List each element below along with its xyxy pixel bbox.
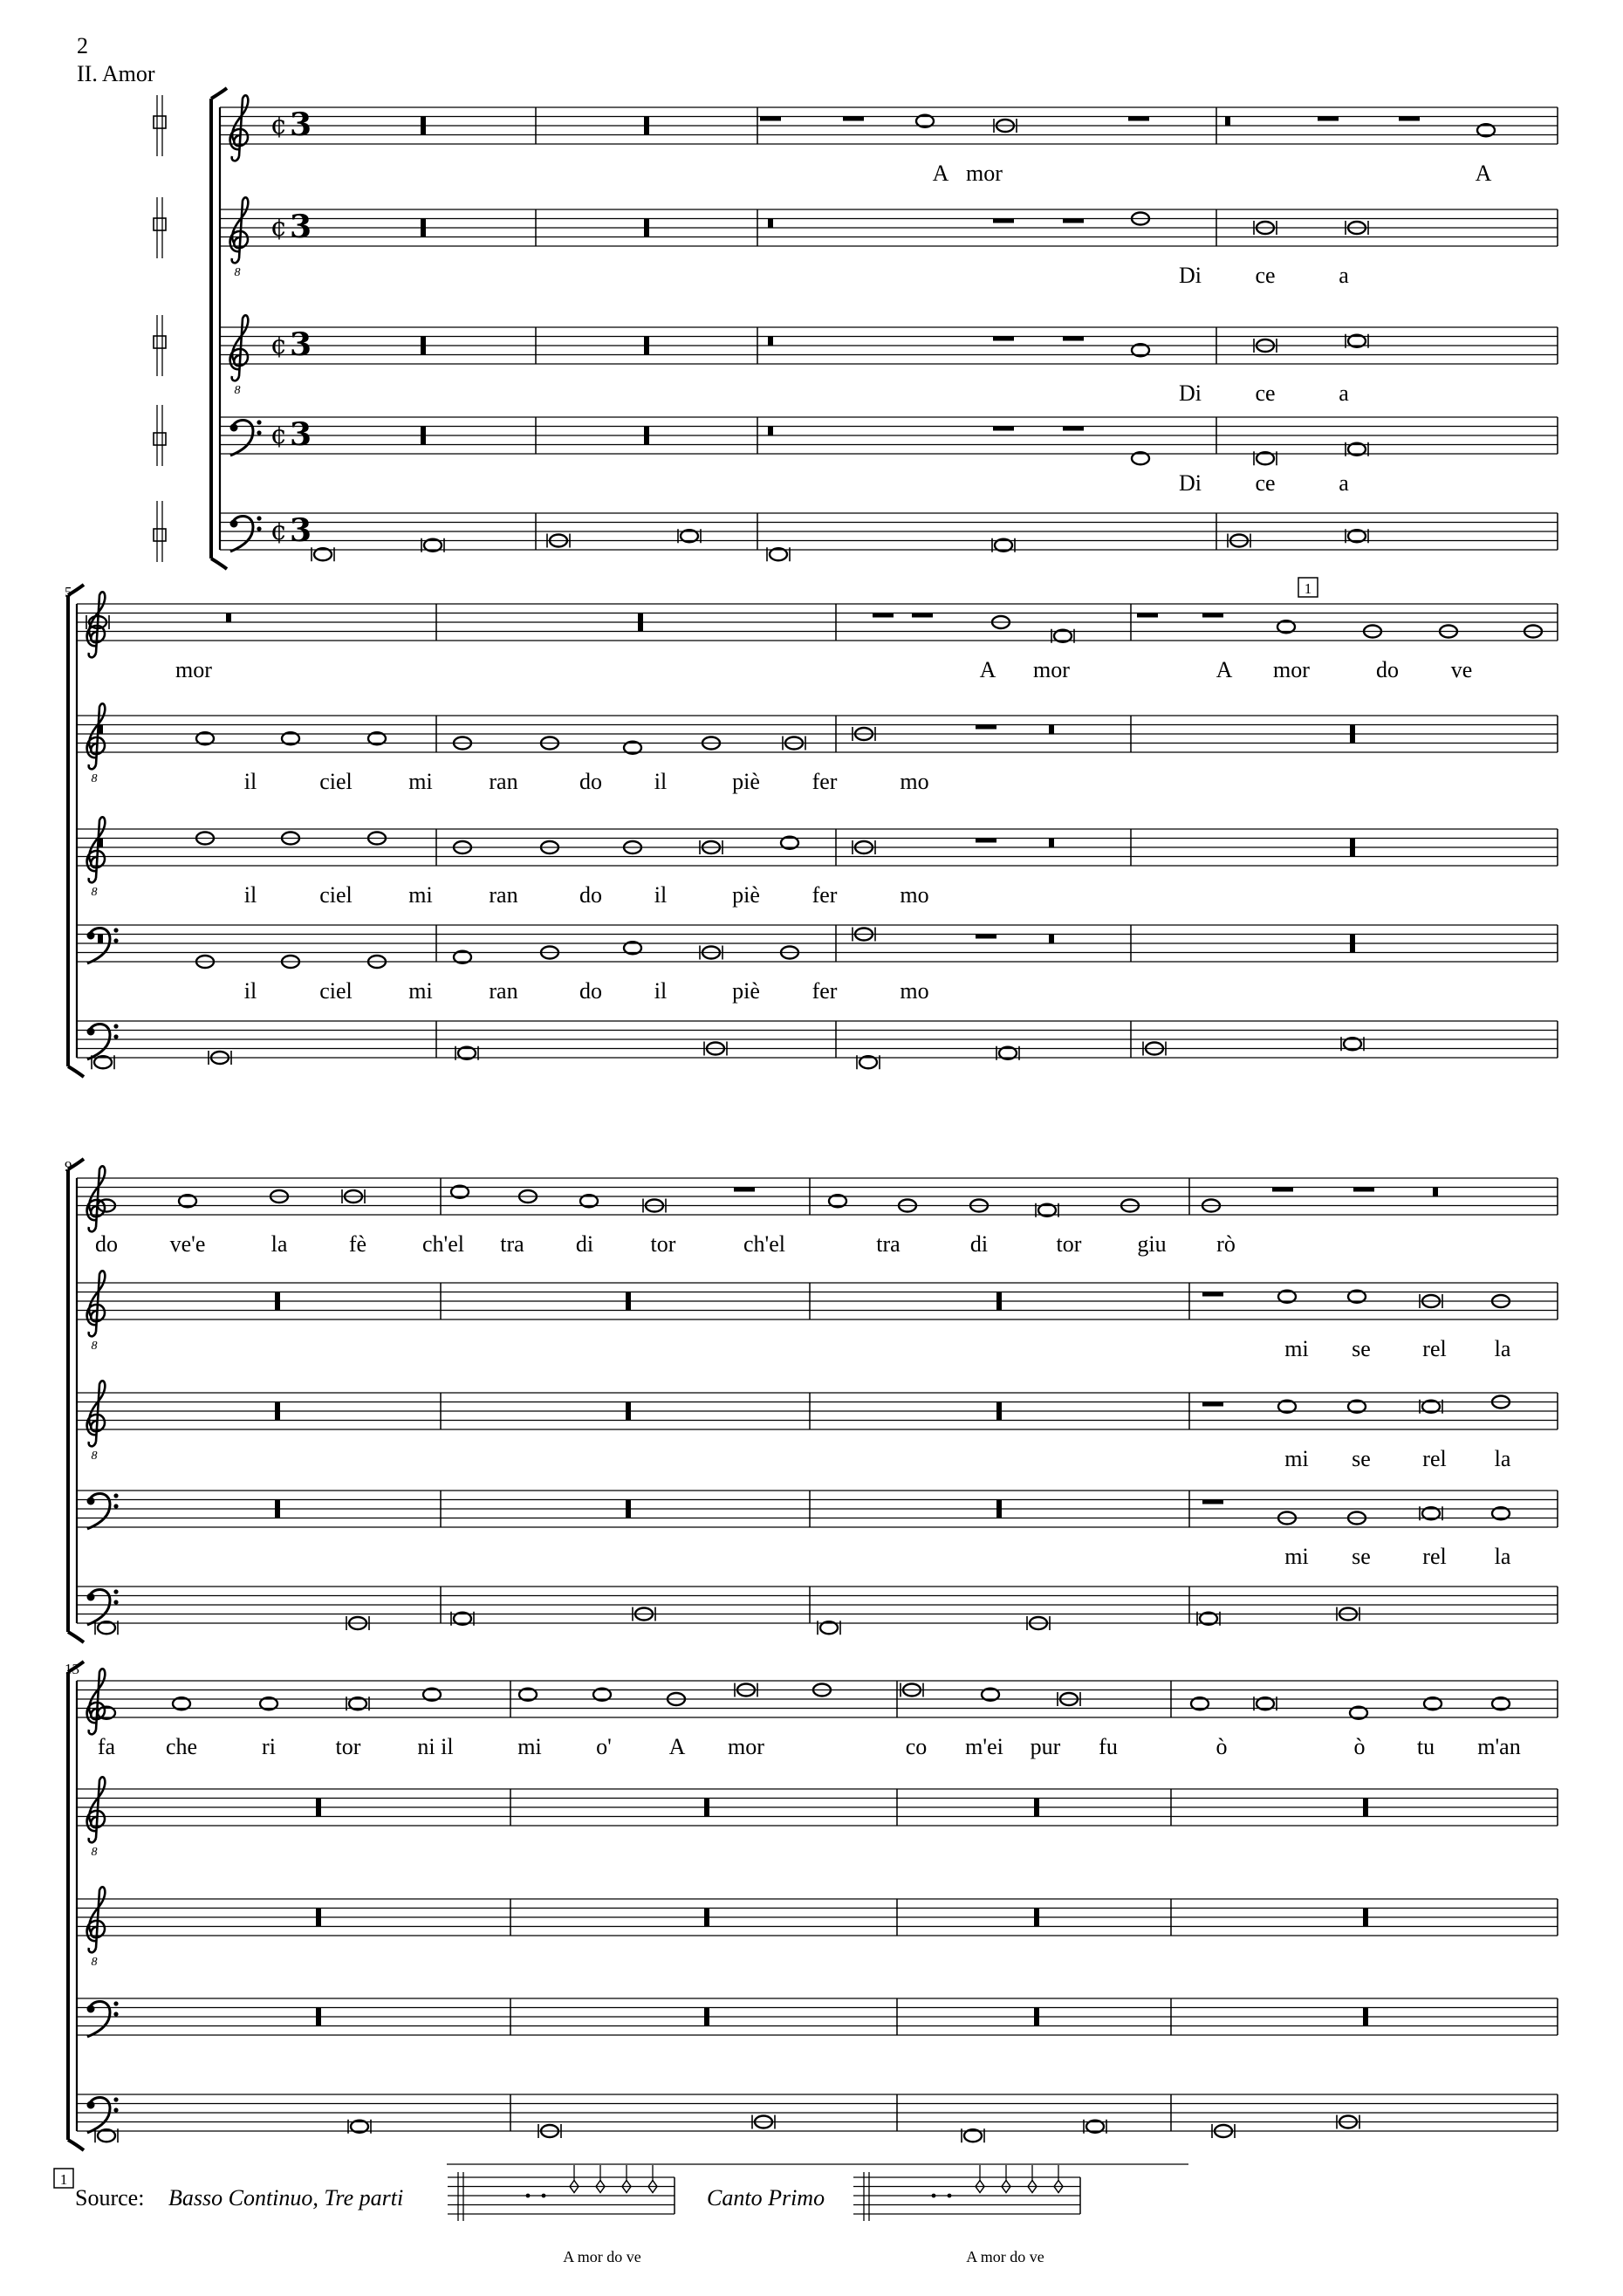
lyric: mo (900, 769, 929, 794)
lyric: ò (1353, 1734, 1366, 1759)
lyric: do (1376, 657, 1399, 682)
lyric: se (1352, 1544, 1371, 1569)
long-rest (421, 219, 426, 237)
lyric: mor (175, 657, 212, 682)
long-rest (316, 1909, 321, 1927)
lyric: ve (1450, 657, 1473, 682)
svg-text:3: 3 (290, 512, 312, 549)
long-rest (704, 1799, 709, 1817)
lyric: mi (408, 769, 433, 794)
lyric: ran (489, 978, 518, 1004)
lyric: ce (1255, 470, 1276, 496)
long-rest (704, 2008, 709, 2026)
movement-title: II. Amor (77, 61, 155, 86)
staff-alto (77, 1887, 1558, 1969)
lyric: mi (1284, 1446, 1309, 1471)
long-rest (1350, 935, 1355, 953)
lyric: ciel (319, 978, 353, 1004)
lyric: la (1494, 1336, 1511, 1361)
long-rest (275, 1402, 280, 1421)
staff-basso-continuo (77, 2094, 1558, 2142)
long-rest (1034, 1909, 1039, 1927)
lyric: piè (732, 882, 760, 908)
lyric: il (654, 882, 668, 908)
rehearsal-mark: 1 (1304, 580, 1312, 597)
lyric: ran (489, 769, 518, 794)
footnote-source-b: Canto Primo (707, 2185, 825, 2210)
svg-text:¢: ¢ (270, 212, 288, 243)
semibreve-rest (976, 725, 996, 730)
lyric: A (932, 161, 949, 186)
long-rest (316, 1799, 321, 1817)
semibreve-rest (1202, 1292, 1223, 1297)
breve-rest (1433, 1188, 1438, 1197)
staff-canto-primo (154, 95, 1558, 186)
lyric: giu (1137, 1231, 1167, 1257)
semibreve-rest (912, 613, 933, 618)
lyric: m'ei (965, 1734, 1003, 1759)
long-rest (644, 427, 649, 445)
lyric: che (165, 1734, 198, 1759)
lyric: se (1352, 1446, 1371, 1471)
lyric: piè (732, 978, 760, 1004)
breve-rest (98, 935, 103, 944)
semibreve-rest (1318, 117, 1339, 121)
semibreve-rest (1353, 1188, 1374, 1192)
long-rest (996, 1402, 1002, 1421)
staff-canto-primo (77, 1166, 1558, 1257)
lyric: tra (500, 1231, 524, 1257)
lyric: do (579, 769, 602, 794)
long-rest (1363, 1799, 1368, 1817)
lyric: rel (1422, 1544, 1447, 1569)
lyric: a (1339, 263, 1349, 288)
lyric: ran (489, 882, 518, 908)
semibreve-rest (1272, 1188, 1293, 1192)
long-rest (626, 1500, 631, 1518)
long-rest (644, 219, 649, 237)
lyric: il (243, 978, 257, 1004)
footnote-source-a: Basso Continuo, Tre parti (168, 2185, 404, 2210)
long-rest (421, 337, 426, 355)
staff-canto-secondo (154, 197, 1558, 288)
incipit-text-b: A mor do ve (966, 2248, 1044, 2265)
lyric: m'an (1477, 1734, 1521, 1759)
breve-rest (768, 337, 773, 346)
svg-text:¢: ¢ (270, 330, 288, 360)
lyric: do (95, 1231, 118, 1257)
long-rest (996, 1500, 1002, 1518)
breve-rest (1049, 725, 1054, 735)
svg-text:8: 8 (91, 772, 98, 785)
semibreve-rest (993, 219, 1014, 223)
lyric: do (579, 978, 602, 1004)
lyric: A (979, 657, 996, 682)
semibreve-rest (993, 427, 1014, 431)
staff-basso-continuo (77, 1587, 1558, 1635)
lyric: rò (1216, 1231, 1236, 1257)
lyric: A (1475, 161, 1492, 186)
page-number: 2 (77, 33, 88, 58)
svg-text:8: 8 (91, 1956, 98, 1969)
lyric: Di (1179, 263, 1202, 288)
lyric: fa (97, 1734, 116, 1759)
staff-alto (154, 315, 1558, 406)
score-systems (65, 88, 1558, 2150)
lyric: fer (812, 882, 838, 908)
semibreve-rest (976, 935, 996, 939)
lyric: mor (728, 1734, 764, 1759)
breve-rest (1049, 839, 1054, 848)
lyric: mo (900, 978, 929, 1004)
lyric: a (1339, 470, 1349, 496)
lyric: do (579, 882, 602, 908)
svg-text:8: 8 (91, 1846, 98, 1859)
incipit-a (448, 2165, 675, 2221)
semibreve-rest (734, 1188, 755, 1192)
lyric: mor (1273, 657, 1310, 682)
long-rest (1363, 2008, 1368, 2026)
lyric: tor (335, 1734, 361, 1759)
lyric: il (243, 769, 257, 794)
staff-basso-continuo (154, 501, 1558, 562)
lyric: ch'el (422, 1231, 464, 1257)
semibreve-rest (1202, 1402, 1223, 1407)
incipit-text-a: A mor do ve (563, 2248, 641, 2265)
breve-rest (98, 725, 103, 735)
lyric: la (1494, 1544, 1511, 1569)
footnote-marker: 1 (59, 2171, 68, 2188)
lyric: ce (1255, 380, 1276, 406)
semibreve-rest (1399, 117, 1420, 121)
long-rest (704, 1909, 709, 1927)
semibreve-rest (1137, 613, 1158, 618)
staff-tenore (77, 1998, 1558, 2037)
semibreve-rest (993, 337, 1014, 341)
lyric: il (654, 978, 668, 1004)
lyric: la (1494, 1446, 1511, 1471)
system-4 (65, 1661, 1558, 2150)
long-rest (626, 1292, 631, 1311)
lyric: ri (262, 1734, 276, 1759)
lyric: mi (1284, 1336, 1309, 1361)
long-rest (996, 1292, 1002, 1311)
measure-number: 5 (65, 584, 72, 600)
lyric: Di (1179, 470, 1202, 496)
lyric: la (270, 1231, 288, 1257)
semibreve-rest (976, 839, 996, 843)
semibreve-rest (843, 117, 864, 121)
staff-basso-continuo (77, 1021, 1558, 1069)
staff-tenore (154, 405, 1558, 496)
lyric: ciel (319, 882, 353, 908)
lyric: mi (1284, 1544, 1309, 1569)
long-rest (638, 613, 643, 632)
staff-canto-primo (77, 592, 1558, 682)
staff-canto-secondo (77, 1271, 1558, 1361)
staff-tenore (77, 925, 1558, 1004)
lyric: il (243, 882, 257, 908)
svg-text:3: 3 (290, 416, 312, 453)
semibreve-rest (1128, 117, 1149, 121)
footnote (54, 2164, 1188, 2265)
long-rest (626, 1402, 631, 1421)
lyric: fè (348, 1231, 367, 1257)
staff-canto-primo (77, 1669, 1558, 1759)
lyric: fu (1099, 1734, 1118, 1759)
lyric: rel (1422, 1446, 1447, 1471)
semibreve-rest (760, 117, 781, 121)
breve-rest (98, 839, 103, 848)
system-2 (65, 578, 1558, 1077)
breve-rest (1225, 117, 1230, 127)
breve-rest (768, 427, 773, 436)
long-rest (421, 117, 426, 135)
incipit-b (853, 2165, 1080, 2221)
lyric: ve'e (169, 1231, 206, 1257)
long-rest (1350, 725, 1355, 744)
long-rest (644, 337, 649, 355)
staff-alto (77, 1381, 1558, 1471)
long-rest (316, 2008, 321, 2026)
lyric: A (668, 1734, 686, 1759)
breve-rest (226, 613, 231, 623)
long-rest (1034, 2008, 1039, 2026)
lyric: mi (517, 1734, 542, 1759)
lyric: di (575, 1231, 594, 1257)
long-rest (644, 117, 649, 135)
lyric: mor (1033, 657, 1070, 682)
lyric: il (654, 769, 668, 794)
lyric: di (969, 1231, 989, 1257)
staff-tenore (77, 1491, 1558, 1569)
lyric: fer (812, 978, 838, 1004)
lyric: co (905, 1734, 928, 1759)
measure-number: 13 (65, 1661, 79, 1677)
lyric: piè (732, 769, 760, 794)
svg-text:8: 8 (91, 886, 98, 899)
system-1 (154, 88, 1558, 569)
long-rest (275, 1292, 280, 1311)
lyric: tor (650, 1231, 676, 1257)
footnote-prefix: Source: (75, 2185, 145, 2210)
staff-canto-secondo (77, 1777, 1558, 1859)
semibreve-rest (1063, 337, 1084, 341)
svg-text:¢: ¢ (270, 516, 288, 546)
svg-text:8: 8 (234, 266, 241, 279)
svg-text:8: 8 (91, 1450, 98, 1463)
lyric: mo (900, 882, 929, 908)
lyric: a (1339, 380, 1349, 406)
lyric: tor (1056, 1231, 1082, 1257)
breve-rest (1049, 935, 1054, 944)
lyric: fer (812, 769, 838, 794)
long-rest (1363, 1909, 1368, 1927)
lyric: tu (1416, 1734, 1435, 1759)
lyric: A (1216, 657, 1233, 682)
lyric: ni il (417, 1734, 454, 1759)
svg-text:3: 3 (290, 106, 312, 143)
long-rest (275, 1500, 280, 1518)
staff-canto-secondo (77, 703, 1558, 794)
svg-text:8: 8 (234, 384, 241, 397)
lyric: ch'el (743, 1231, 785, 1257)
lyric: ce (1255, 263, 1276, 288)
lyric: rel (1422, 1336, 1447, 1361)
long-rest (1034, 1799, 1039, 1817)
lyric: se (1352, 1336, 1371, 1361)
svg-text:8: 8 (91, 1340, 98, 1353)
lyric: o' (596, 1734, 612, 1759)
measure-number: 9 (65, 1158, 72, 1175)
lyric: Di (1179, 380, 1202, 406)
system-3 (65, 1158, 1558, 1642)
semibreve-rest (873, 613, 894, 618)
svg-text:3: 3 (290, 326, 312, 363)
staff-alto (77, 817, 1558, 908)
lyric: mi (408, 882, 433, 908)
lyric: ò (1216, 1734, 1228, 1759)
semibreve-rest (1063, 427, 1084, 431)
lyric: mi (408, 978, 433, 1004)
svg-text:¢: ¢ (270, 420, 288, 450)
svg-text:3: 3 (290, 209, 312, 245)
lyric: pur (1030, 1734, 1061, 1759)
svg-text:¢: ¢ (270, 110, 288, 141)
lyric: ciel (319, 769, 353, 794)
lyric: tra (876, 1231, 901, 1257)
semibreve-rest (1202, 1500, 1223, 1504)
semibreve-rest (1063, 219, 1084, 223)
breve-rest (768, 219, 773, 229)
long-rest (1350, 839, 1355, 857)
long-rest (421, 427, 426, 445)
lyric: mor (966, 161, 1003, 186)
semibreve-rest (1202, 613, 1223, 618)
